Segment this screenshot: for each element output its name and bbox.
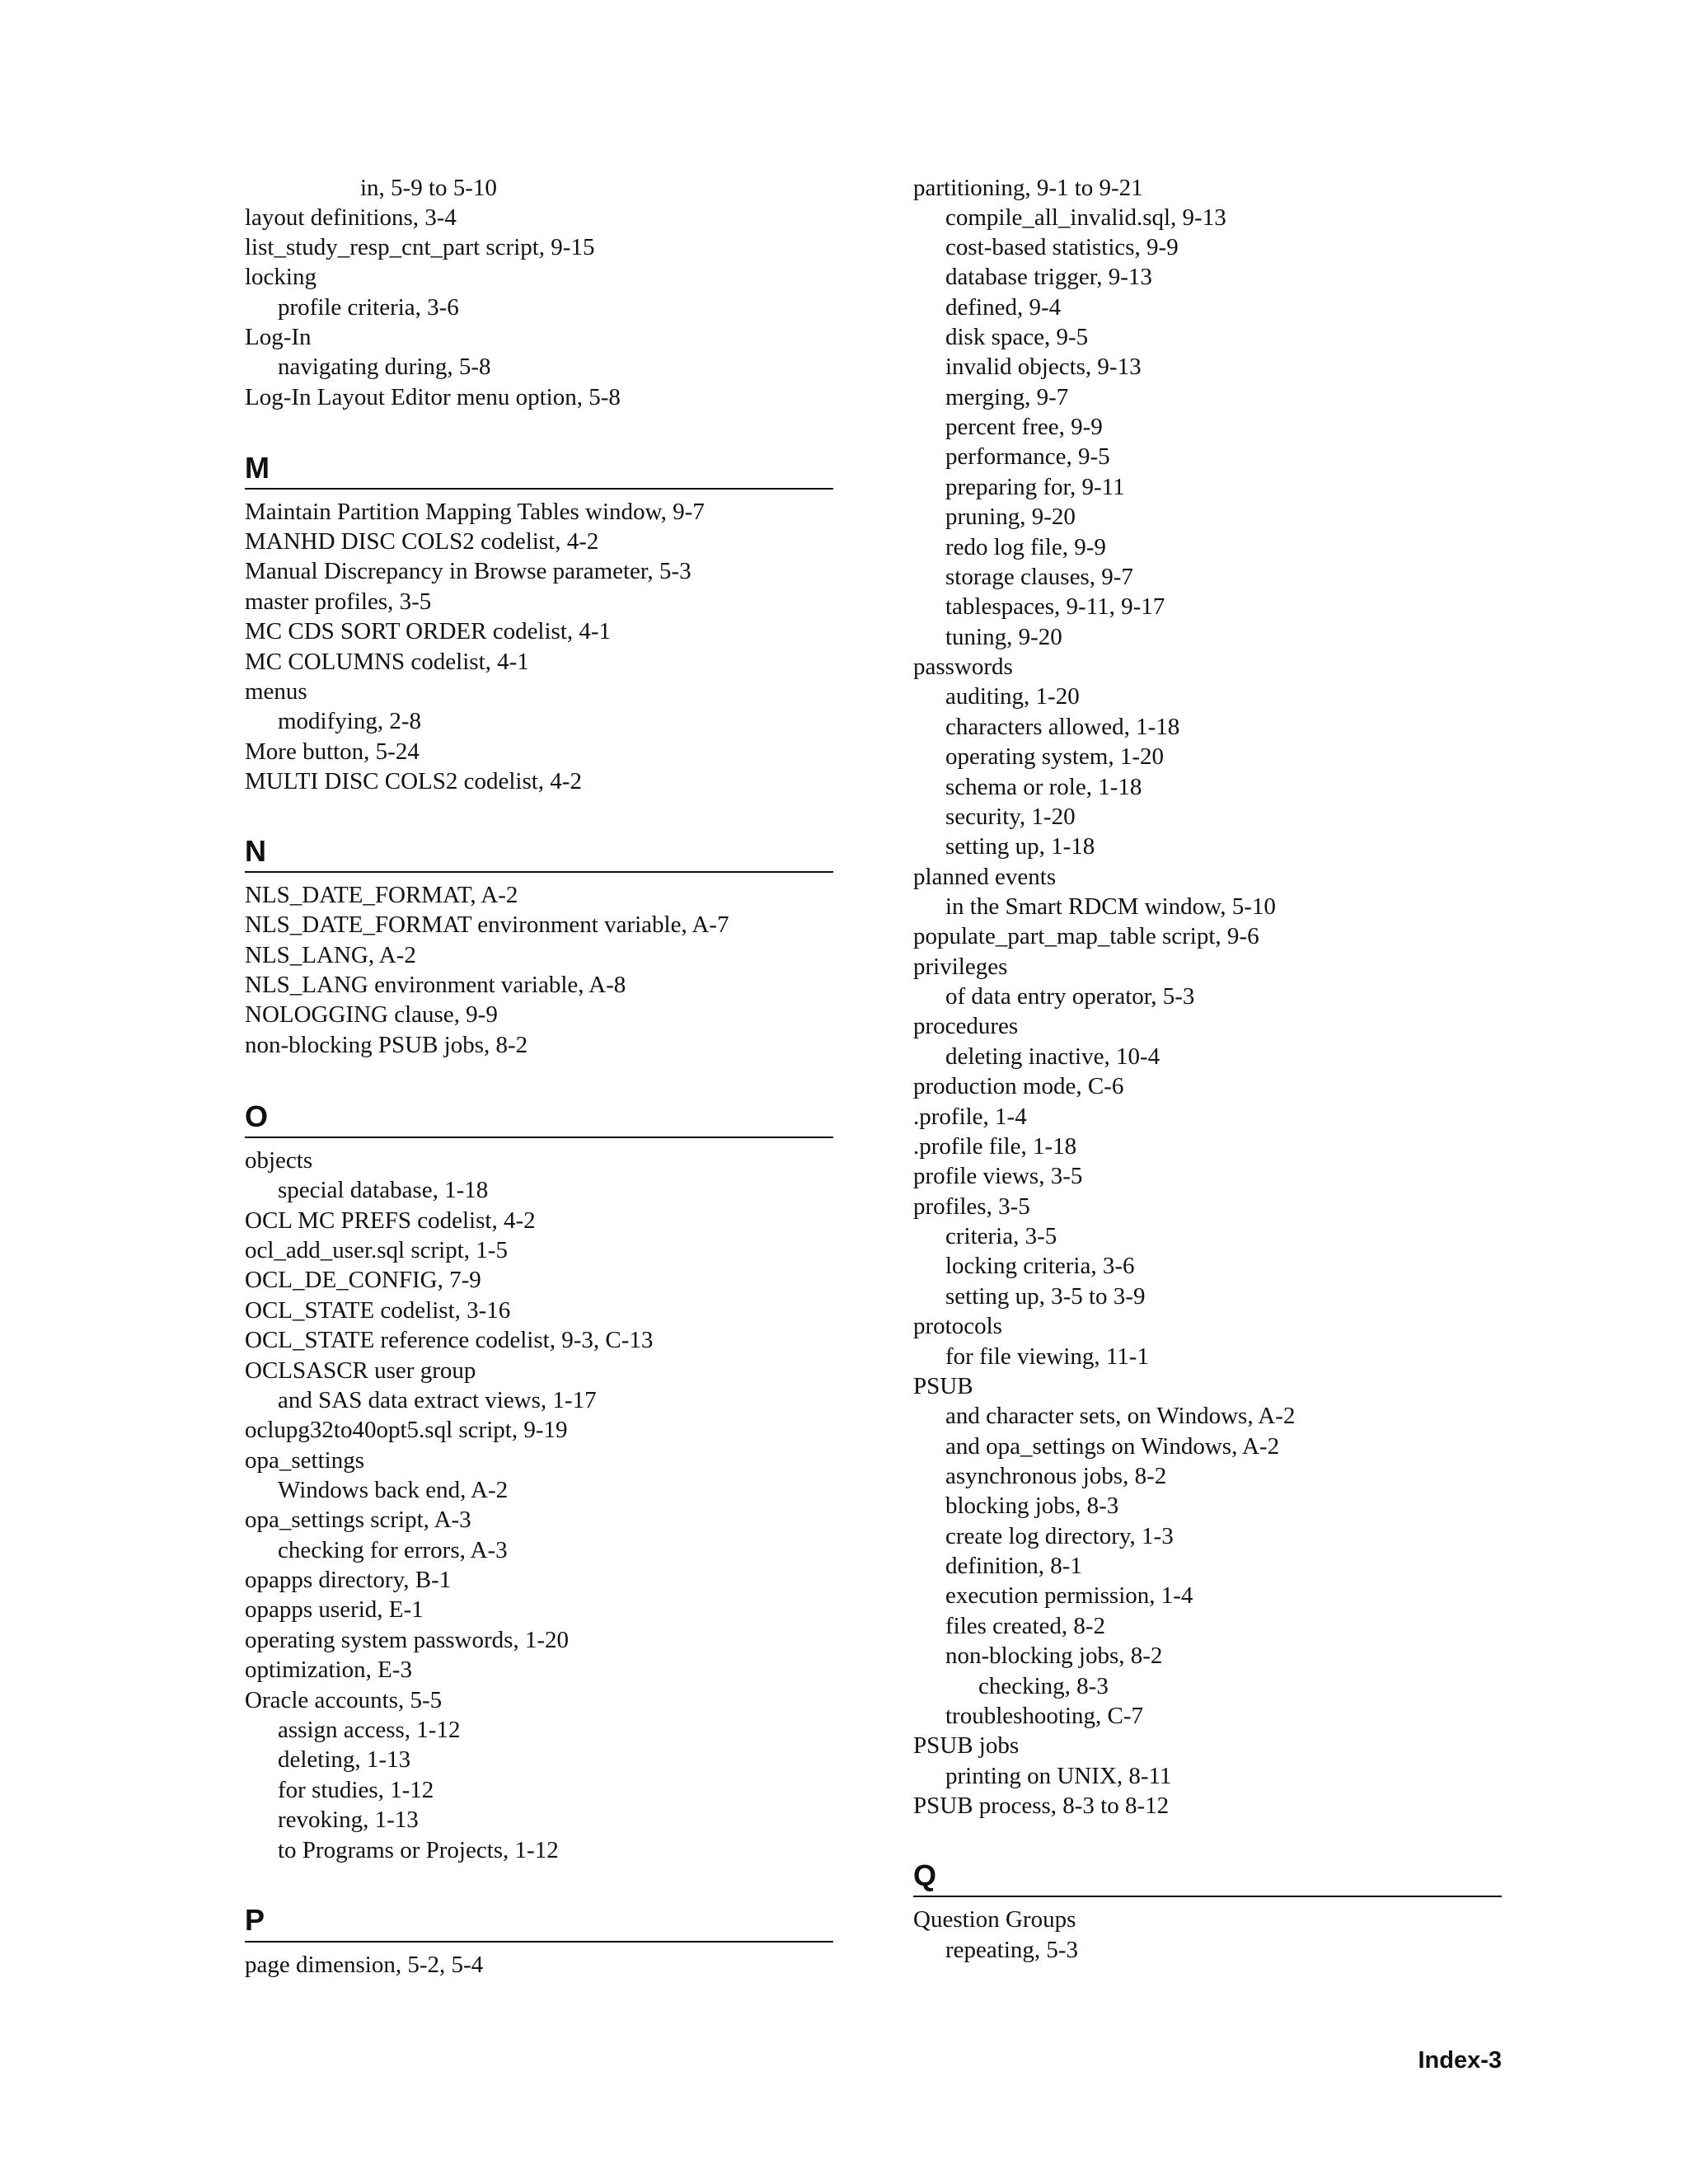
index-subentry: deleting, 1-13 (278, 1746, 411, 1773)
index-entry: production mode, C-6 (913, 1073, 1124, 1099)
index-subentry: checking for errors, A-3 (278, 1537, 508, 1563)
index-subentry: and character sets, on Windows, A-2 (945, 1403, 1296, 1429)
index-entry: OCL_STATE codelist, 3-16 (245, 1297, 511, 1324)
index-entry: MC COLUMNS codelist, 4-1 (245, 649, 529, 675)
index-subentry: asynchronous jobs, 8-2 (945, 1463, 1167, 1489)
index-subentry: disk space, 9-5 (945, 324, 1089, 350)
index-entry: Oracle accounts, 5-5 (245, 1687, 443, 1713)
index-entry: MULTI DISC COLS2 codelist, 4-2 (245, 768, 582, 794)
index-subsubentry: checking, 8-3 (978, 1673, 1109, 1699)
index-subentry: files created, 8-2 (945, 1613, 1106, 1639)
index-entry: procedures (913, 1013, 1019, 1039)
index-subentry: preparing for, 9-11 (945, 474, 1125, 500)
index-subentry: navigating during, 5-8 (278, 354, 491, 380)
index-entry: PSUB jobs (913, 1732, 1020, 1759)
index-subentry: of data entry operator, 5-3 (945, 983, 1195, 1010)
index-subentry: compile_all_invalid.sql, 9-13 (945, 204, 1226, 231)
index-subentry: database trigger, 9-13 (945, 264, 1152, 290)
index-subentry: assign access, 1-12 (278, 1717, 461, 1743)
index-subentry: pruning, 9-20 (945, 504, 1076, 530)
index-entry: NLS_LANG, A-2 (245, 942, 416, 968)
index-subentry: profile criteria, 3-6 (278, 294, 459, 321)
section-rule (245, 871, 833, 873)
index-subentry: troubleshooting, C-7 (945, 1703, 1144, 1729)
index-entry: locking (245, 264, 316, 290)
index-entry: list_study_resp_cnt_part script, 9-15 (245, 234, 595, 260)
index-entry: NLS_DATE_FORMAT environment variable, A-7 (245, 912, 729, 938)
index-entry: opapps directory, B-1 (245, 1567, 452, 1593)
index-subentry: characters allowed, 1-18 (945, 714, 1180, 740)
index-subentry: performance, 9-5 (945, 443, 1110, 470)
index-entry: Maintain Partition Mapping Tables window, 9-7 (245, 499, 705, 525)
index-entry: partitioning, 9-1 to 9-21 (913, 175, 1143, 201)
index-entry: Question Groups (913, 1906, 1076, 1933)
index-subentry: blocking jobs, 8-3 (945, 1493, 1119, 1519)
index-subentry: locking criteria, 3-6 (945, 1253, 1135, 1279)
index-entry: OCL_STATE reference codelist, 9-3, C-13 (245, 1327, 654, 1353)
index-subentry: modifying, 2-8 (278, 708, 421, 734)
index-entry: MC CDS SORT ORDER codelist, 4-1 (245, 618, 612, 644)
index-entry: MANHD DISC COLS2 codelist, 4-2 (245, 528, 599, 555)
index-subentry: Windows back end, A-2 (278, 1477, 509, 1503)
index-entry: Manual Discrepancy in Browse parameter, 5-3 (245, 558, 692, 584)
index-entry: planned events (913, 864, 1057, 890)
index-entry: operating system passwords, 1-20 (245, 1627, 570, 1653)
index-subentry: tablespaces, 9-11, 9-17 (945, 593, 1165, 620)
index-subentry: printing on UNIX, 8-11 (945, 1763, 1172, 1789)
index-entry: Log-In (245, 324, 312, 350)
index-subentry: and opa_settings on Windows, A-2 (945, 1433, 1280, 1460)
index-entry: optimization, E-3 (245, 1657, 412, 1683)
index-subentry: special database, 1-18 (278, 1177, 489, 1203)
index-subentry: for file viewing, 11-1 (945, 1343, 1149, 1370)
index-entry: opapps userid, E-1 (245, 1596, 424, 1623)
index-subentry: merging, 9-7 (945, 384, 1069, 410)
index-entry: protocols (913, 1313, 1002, 1339)
index-entry: PSUB process, 8-3 to 8-12 (913, 1793, 1170, 1819)
index-subentry: redo log file, 9-9 (945, 534, 1106, 560)
index-subentry: security, 1-20 (945, 804, 1076, 830)
index-entry: PSUB (913, 1373, 973, 1399)
index-subentry: create log directory, 1-3 (945, 1523, 1174, 1549)
index-subentry: setting up, 3-5 to 3-9 (945, 1283, 1146, 1310)
index-entry: Log-In Layout Editor menu option, 5-8 (245, 384, 621, 410)
index-entry: .profile file, 1-18 (913, 1133, 1077, 1160)
index-entry: OCLSASCR user group (245, 1357, 476, 1384)
index-subentry: percent free, 9-9 (945, 414, 1103, 440)
section-letter-m: M (245, 451, 270, 485)
index-entry: master profiles, 3-5 (245, 588, 432, 615)
index-subentry: repeating, 5-3 (945, 1937, 1079, 1963)
index-subentry: criteria, 3-5 (945, 1223, 1057, 1249)
index-subentry: tuning, 9-20 (945, 624, 1062, 650)
index-entry: layout definitions, 3-4 (245, 204, 457, 231)
section-rule (245, 1137, 833, 1138)
index-entry: OCL_DE_CONFIG, 7-9 (245, 1267, 481, 1293)
index-entry: opa_settings (245, 1447, 364, 1474)
index-entry: profiles, 3-5 (913, 1193, 1030, 1220)
index-subentry: defined, 9-4 (945, 294, 1062, 321)
section-letter-q: Q (913, 1858, 937, 1892)
index-entry: profile views, 3-5 (913, 1163, 1083, 1189)
section-rule (913, 1896, 1502, 1897)
index-entry: objects (245, 1147, 313, 1174)
section-rule (245, 488, 833, 490)
index-entry: OCL MC PREFS codelist, 4-2 (245, 1207, 536, 1234)
index-entry: More button, 5-24 (245, 738, 420, 765)
index-entry: .profile, 1-4 (913, 1104, 1027, 1130)
index-subentry: invalid objects, 9-13 (945, 354, 1142, 380)
index-subentry: to Programs or Projects, 1-12 (278, 1837, 559, 1863)
index-subentry: setting up, 1-18 (945, 833, 1095, 860)
index-subentry: for studies, 1-12 (278, 1777, 434, 1803)
index-subentry: execution permission, 1-4 (945, 1582, 1193, 1609)
index-entry: privileges (913, 954, 1008, 980)
index-subentry: definition, 8-1 (945, 1553, 1082, 1579)
index-entry: ocl_add_user.sql script, 1-5 (245, 1237, 508, 1263)
index-subentry: storage clauses, 9-7 (945, 564, 1133, 590)
index-entry: passwords (913, 654, 1013, 680)
index-entry: populate_part_map_table script, 9-6 (913, 923, 1259, 949)
index-entry: oclupg32to40opt5.sql script, 9-19 (245, 1417, 568, 1443)
index-subentry: deleting inactive, 10-4 (945, 1043, 1160, 1070)
index-subentry: operating system, 1-20 (945, 743, 1164, 770)
index-entry: opa_settings script, A-3 (245, 1507, 471, 1533)
index-entry: NLS_LANG environment variable, A-8 (245, 972, 626, 998)
index-entry: in, 5-9 to 5-10 (360, 175, 497, 201)
section-letter-o: O (245, 1099, 269, 1133)
index-subentry: revoking, 1-13 (278, 1807, 419, 1833)
index-subentry: auditing, 1-20 (945, 683, 1080, 710)
index-entry: menus (245, 678, 307, 705)
page-number: Index-3 (1418, 2047, 1502, 2074)
index-subentry: non-blocking jobs, 8-2 (945, 1643, 1163, 1669)
index-subentry: and SAS data extract views, 1-17 (278, 1387, 597, 1413)
index-entry: non-blocking PSUB jobs, 8-2 (245, 1032, 528, 1058)
index-entry: NLS_DATE_FORMAT, A-2 (245, 882, 518, 908)
index-subentry: in the Smart RDCM window, 5-10 (945, 893, 1276, 920)
section-letter-p: P (245, 1903, 265, 1937)
index-entry: page dimension, 5-2, 5-4 (245, 1952, 484, 1978)
index-subentry: cost-based statistics, 9-9 (945, 234, 1179, 260)
section-rule (245, 1941, 833, 1943)
index-subentry: schema or role, 1-18 (945, 774, 1142, 800)
section-letter-n: N (245, 834, 266, 868)
index-entry: NOLOGGING clause, 9-9 (245, 1001, 498, 1028)
